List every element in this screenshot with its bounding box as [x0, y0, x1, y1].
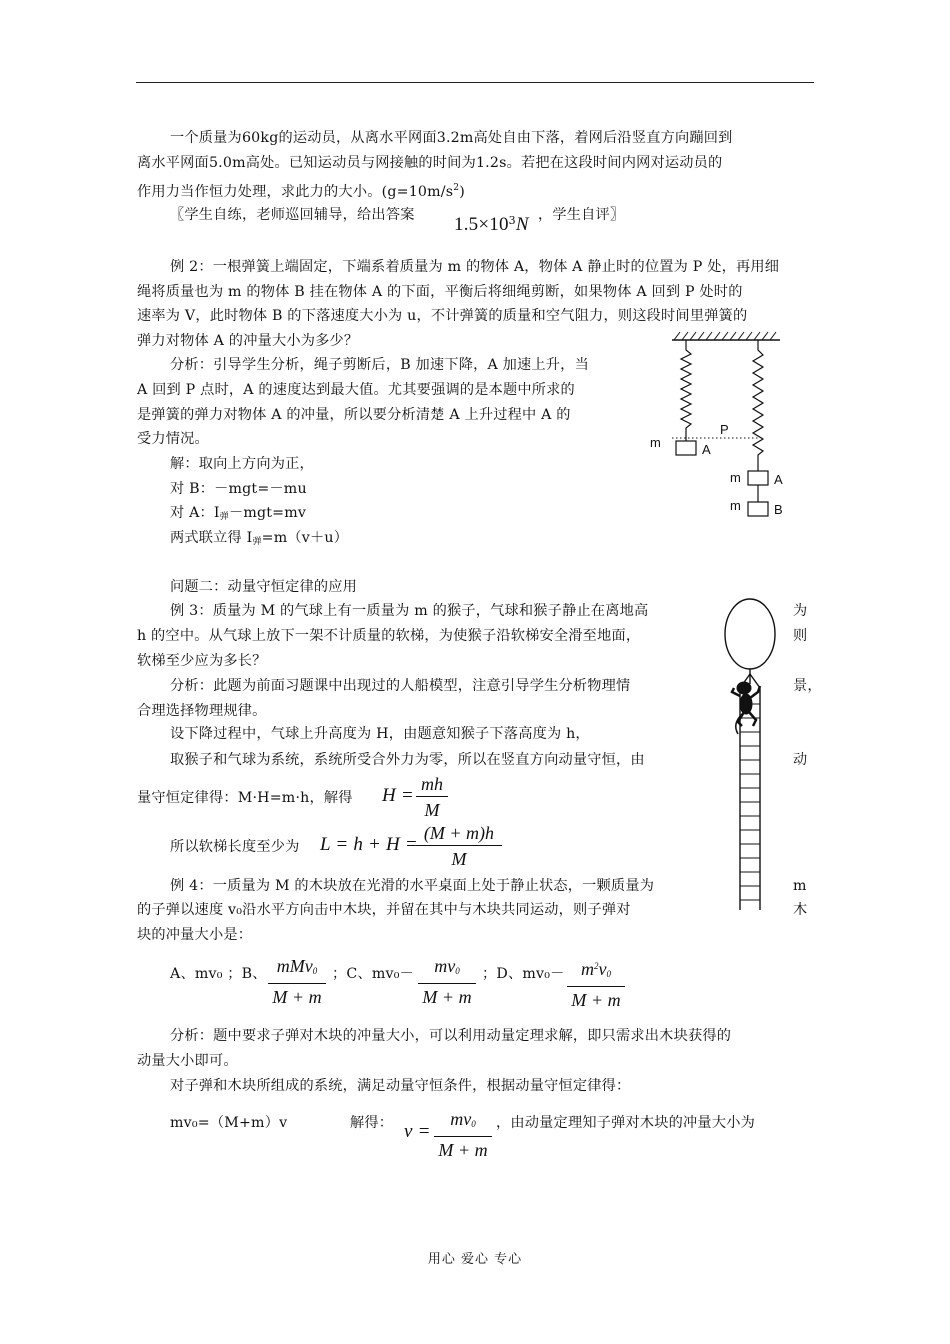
example2-analysis2: A 回到 P 点时，A 的速度达到最大值。尤其要强调的是本题中所求的 — [137, 382, 575, 398]
eq3-fraction: $mv_0$ M + m — [434, 1108, 492, 1161]
example3-line2-end: 则 — [793, 628, 808, 644]
fig-label-m3: m — [730, 498, 741, 513]
example4-line1-end: m — [793, 878, 807, 894]
example2-solution3: 对 A：$I_弹-mgt=mv$ — [170, 505, 307, 522]
example4-line3: 块的冲量大小是： — [137, 927, 253, 943]
fig-label-p: P — [720, 422, 729, 437]
example3-length: 所以软梯长度至少为 — [170, 839, 300, 855]
balloon-ladder-diagram — [722, 596, 782, 916]
example3-analysis1: 分析：此题为前面习题课中出现过的人船模型，注意引导学生分析物理情 — [170, 678, 631, 694]
example2-solution4: 两式联立得 $I_弹=m(v+u)$ — [170, 530, 349, 547]
answer-formula: $1.5\times 10^3N$ — [454, 214, 529, 235]
fig-label-m2: m — [730, 470, 741, 485]
header-rule — [136, 82, 814, 83]
spring-diagram — [640, 330, 810, 530]
eq3-lhs: v = — [404, 1121, 431, 1142]
fig-label-m1: m — [650, 435, 661, 450]
example2-line4: 弹力对物体 A 的冲量大小为多少？ — [137, 333, 359, 349]
monkey-icon — [732, 682, 760, 734]
problem1-line3: 作用力当作恒力处理，求此力的大小。$(g=10m/s^2)$ — [137, 183, 465, 200]
example3-law: 量守恒定律得：M·H=m·h，解得 — [137, 790, 353, 806]
section2-title: 问题二：动量守恒定律的应用 — [170, 579, 358, 595]
example4-analysis2: 动量大小即可。 — [137, 1053, 238, 1069]
example2-line2: 绳将质量也为 m 的物体 B 挂在物体 A 的下面，平衡后将细绳剪断，如果物体 A 回到 P 处时的 — [137, 284, 743, 300]
example3-system-end: 动 — [793, 752, 808, 768]
option-c-fraction: $mv_0$ M + m — [418, 955, 476, 1008]
example4-line2-end: 木 — [793, 902, 808, 918]
practice-note: 〖学生自练，老师巡回辅导，给出答案 — [170, 207, 415, 223]
option-c: ；C、mv₀－ — [332, 966, 414, 982]
example3-analysis1-end: 景， — [793, 678, 822, 694]
example2-analysis4: 受力情况。 — [137, 431, 209, 447]
example3-line2: h 的空中。从气球上放下一架不计质量的软梯，为使猴子沿软梯安全滑至地面， — [137, 628, 641, 644]
example4-system: 对子弹和木块所组成的系统，满足动量守恒条件，根据动量守恒定律得： — [170, 1078, 631, 1094]
example2-line3: 速率为 V，此时物体 B 的下落速度大小为 u，不计弹簧的质量和空气阻力，则这段时间里弹簧的 — [137, 308, 748, 324]
example3-line3: 软梯至少应为多长？ — [137, 653, 267, 669]
problem1-line2: 离水平网面5.0m高处。已知运动员与网接触的时间为1.2s。若把在这段时间内网对运动员的 — [137, 155, 723, 171]
example2-solution1: 解：取向上方向为正， — [170, 456, 314, 472]
eq1-lhs: H = — [382, 785, 414, 806]
practice-note-end: ，学生自评〗 — [538, 207, 625, 223]
fig-label-b: B — [774, 502, 783, 517]
option-a: A、mv₀ ；B、 — [170, 966, 267, 982]
example4-conclusion: ，由动量定理知子弹对木块的冲量大小为 — [496, 1115, 755, 1131]
example4-line1: 例 4：一质量为 M 的木块放在光滑的水平桌面上处于静止状态，一颗质量为 — [170, 878, 655, 894]
eq1-fraction: mh M — [416, 773, 448, 821]
solve-label: 解得： — [350, 1115, 394, 1131]
option-b-fraction: mMv$_0$ M + m — [268, 955, 326, 1008]
fig-label-a1: A — [702, 442, 711, 457]
example2-solution2: 对 B：－mgt=－mu — [170, 481, 307, 497]
example2-line1: 例 2：一根弹簧上端固定，下端系着质量为 m 的物体 A，物体 A 静止时的位置为 P 处，再用细 — [170, 259, 780, 275]
example2-analysis3: 是弹簧的弹力对物体 A 的冲量，所以要分析清楚 A 上升过程中 A 的 — [137, 407, 571, 423]
example3-line1: 例 3：质量为 M 的气球上有一质量为 m 的猴子，气球和猴子静止在离地高 — [170, 603, 649, 619]
eq2-fraction: (M + m)h M — [416, 822, 502, 870]
option-d-fraction: $m^2v_0$ M + m — [567, 955, 625, 1011]
example3-line1-end: 为 — [793, 603, 808, 619]
fig-label-a2: A — [774, 472, 783, 487]
momentum-equation: mv₀=（M+m）v — [170, 1115, 288, 1131]
example3-setup: 设下降过程中，气球上升高度为 H，由题意知猴子下落高度为 h， — [170, 726, 590, 742]
example4-analysis1: 分析：题中要求子弹对木块的冲量大小，可以利用动量定理求解，即只需求出木块获得的 — [170, 1028, 732, 1044]
problem1-line1: 一个质量为60kg的运动员，从离水平网面3.2m高处自由下落，着网后沿竖直方向蹦回到 — [170, 130, 733, 146]
option-d: ；D、mv₀－ — [482, 966, 565, 982]
example4-line2: 的子弹以速度 v₀沿水平方向击中木块，并留在其中与木块共同运动，则子弹对 — [137, 902, 631, 918]
eq2-lhs: L = h + H = — [320, 834, 418, 855]
example3-system: 取猴子和气球为系统，系统所受合外力为零，所以在竖直方向动量守恒，由 — [170, 752, 645, 768]
page-footer: 用心 爱心 专心 — [427, 1252, 523, 1267]
example3-analysis2: 合理选择物理规律。 — [137, 703, 267, 719]
example2-analysis1: 分析：引导学生分析，绳子剪断后，B 加速下降，A 加速上升，当 — [170, 357, 589, 373]
